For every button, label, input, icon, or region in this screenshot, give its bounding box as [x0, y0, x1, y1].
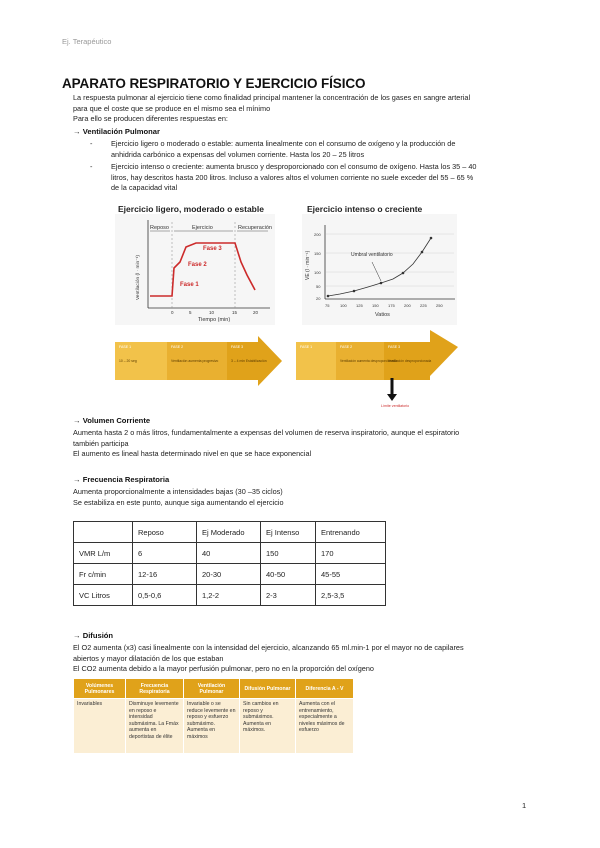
bullet-item: - Ejercicio ligero o moderado o estable: aumenta linealmente con el consumo de oxígeno y la producción de anhidrida carbónico a expensas del volumen corriente. Hasta los 20 – 25 litros — [111, 139, 551, 160]
ve-point — [402, 272, 405, 275]
table-cell: 20-30 — [197, 564, 261, 585]
difusion-text — [73, 643, 464, 675]
ve-point — [430, 237, 433, 240]
table-cell: 1,2-2 — [197, 585, 261, 606]
ytick: 200 — [314, 232, 321, 237]
table-cell: Sin cambios en reposo y submáximos. Aumenta en máximos. — [240, 699, 296, 754]
table-header-row — [74, 679, 354, 699]
right-panel-title: Ejercicio intenso o creciente — [307, 204, 423, 214]
arrow-text: 3 – 4 min Estabilización — [231, 359, 267, 363]
table-header-cell: Entrenando — [316, 522, 386, 543]
xtick: 150 — [372, 303, 379, 308]
table-cell: 0,5-0,6 — [133, 585, 197, 606]
table-header-cell: Ventilación Pulmonar — [184, 679, 240, 699]
ytick: 50 — [316, 284, 321, 289]
table-cell: Disminuye levemente en reposo e intensidad submáxima. La Fmáx aumenta en deportistas de élite — [126, 699, 184, 754]
label-recuperacion: Recuperación — [238, 225, 272, 231]
bullet-line: Ejercicio ligero o moderado o estable: aumenta linealmente con el consumo de oxígeno y la producción de — [111, 139, 456, 148]
intro-line: La respuesta pulmonar al ejercicio tiene como finalidad principal mantener la concentración de los gases en sangre arterial — [73, 93, 471, 102]
table-cell: 6 — [133, 543, 197, 564]
ve-point — [327, 295, 330, 298]
ytick: 100 — [314, 270, 321, 275]
label-fase2: Fase 2 — [188, 262, 207, 268]
xtick: 175 — [388, 303, 395, 308]
xtick: 20 — [253, 310, 259, 315]
xtick: 225 — [420, 303, 427, 308]
left-ylabel: Ventilación (l · min⁻¹) — [136, 255, 141, 300]
text-line: El O2 aumenta (x3) casi linealmente con la intensidad del ejercicio, alcanzando 65 ml.min-1 por el mayor no de capilares — [73, 643, 464, 652]
table-cell: VC Litros — [74, 585, 133, 606]
xtick: 100 — [340, 303, 347, 308]
xtick: 200 — [404, 303, 411, 308]
table-cell: Fr c/min — [74, 564, 133, 585]
section-heading-frecuencia: → Frecuencia Respiratoria — [73, 475, 170, 484]
text-line: abiertos y mayor dilatación de los que estaban — [73, 653, 224, 663]
section-heading-ventilacion: → Ventilación Pulmonar — [73, 127, 160, 136]
page-number: 1 — [522, 801, 527, 810]
intro-line: Para ello se producen diferentes respuestas en: — [73, 114, 228, 123]
table-cell: 12-16 — [133, 564, 197, 585]
table-row — [74, 543, 386, 564]
bullet-line: anhidrida carbónico a expensas del volumen corriente. Hasta los 20 – 25 litros — [111, 149, 365, 159]
ve-point — [380, 282, 383, 285]
arrow-text: Ventilación desproporcionada — [388, 359, 432, 363]
table-cell: Invariables — [74, 699, 126, 754]
bullet-line: litros, hay descritos hasta 200 litros. Incluso a valores altos el volumen corriente no suele exceder del 55 – 65 % — [111, 172, 474, 182]
table-cell: VMR L/m — [74, 543, 133, 564]
page-header: Ej. Terapéutico — [62, 37, 112, 46]
table-cell: 45-55 — [316, 564, 386, 585]
bullet-item: - Ejercicio intenso o creciente: aumenta brusco y desproporcionado con el consumo de oxígeno. Hasta los 35 – 40 litros, hay descritos hasta 200 litros. Incluso a valores altos el volumen corriente no suele exceder del 55 – 65 % de la capacidad vital — [111, 162, 551, 194]
table-cell: Aumenta con el entrenamiento, especialmente a niveles máximos de esfuerzo — [296, 699, 354, 754]
table-row — [74, 585, 386, 606]
text-line: El aumento es lineal hasta determinado nivel en que se hace exponencial — [73, 449, 312, 458]
arrow-text: 10 – 20 seg — [119, 359, 137, 363]
ytick: 20 — [316, 296, 321, 301]
label-ejercicio: Ejercicio — [192, 225, 213, 231]
text-line: Se estabiliza en este punto, aunque siga aumentando el ejercicio — [73, 497, 284, 507]
table-cell: Invariable o se reduce levemente en reposo y esfuerzo submáximo. Aumenta en máximos — [184, 699, 240, 754]
text-line: también participa — [73, 438, 129, 448]
table-cell: 40 — [197, 543, 261, 564]
arrow-label: FASE 3 — [388, 345, 401, 349]
intro-line: para que el coste que se produce en el mismo sea el mínimo — [73, 103, 271, 113]
volumen-text — [73, 428, 459, 460]
adaptations-table — [73, 678, 354, 754]
arrow-label: FASE 2 — [171, 345, 184, 349]
table-header-cell — [74, 522, 133, 543]
arrow-label: FASE 1 — [300, 345, 313, 349]
section-heading-difusion: → Difusión — [73, 631, 114, 640]
left-panel-title: Ejercicio ligero, moderado o estable — [118, 204, 264, 214]
table-cell: 2,5-3,5 — [316, 585, 386, 606]
page-title: APARATO RESPIRATORIO Y EJERCICIO FÍSICO — [62, 76, 366, 91]
table-header-cell: Ej Moderado — [197, 522, 261, 543]
arrow-label: FASE 3 — [231, 345, 244, 349]
label-fase3: Fase 3 — [203, 246, 222, 252]
drop-label: Límite ventilatorio — [381, 404, 410, 408]
xtick: 5 — [189, 310, 192, 315]
left-xlabel: Tiempo (min) — [198, 317, 231, 323]
table-cell: 2-3 — [261, 585, 316, 606]
table-cell: 40-50 — [261, 564, 316, 585]
table-row — [74, 699, 354, 754]
table-header-cell: Volúmenes Pulmonares — [74, 679, 126, 699]
xtick: 250 — [436, 303, 443, 308]
right-ylabel: VE (l · min⁻¹) — [305, 250, 311, 280]
xtick: 0 — [171, 310, 174, 315]
label-fase1: Fase 1 — [180, 282, 199, 288]
table-header-cell: Reposo — [133, 522, 197, 543]
table-row — [74, 564, 386, 585]
table-header-cell: Diferencia A - V — [296, 679, 354, 699]
ventilation-figure — [110, 200, 465, 410]
text-line: Aumenta hasta 2 o más litros, fundamentalmente a expensas del volumen de reserva inspiratorio, aunque el espiratorio — [73, 428, 460, 437]
right-xlabel: Vatios — [375, 312, 390, 318]
table-cell: 150 — [261, 543, 316, 564]
table-header-cell: Frecuencia Respiratoria — [126, 679, 184, 699]
bullet-line: Ejercicio intenso o creciente: aumenta brusco y desproporcionado con el consumo de oxígeno. Hasta los 35 – 40 — [111, 162, 477, 171]
table-header-row — [74, 522, 386, 543]
section-heading-volumen: → Volumen Corriente — [73, 416, 151, 425]
ventilation-table — [73, 521, 386, 606]
xtick: 75 — [325, 303, 330, 308]
arrow-label: FASE 2 — [340, 345, 353, 349]
frecuencia-text — [73, 487, 284, 508]
text-line: Aumenta proporcionalmente a intensidades bajas (30 –35 ciclos) — [73, 487, 283, 496]
table-cell: 170 — [316, 543, 386, 564]
arrow-label: FASE 1 — [119, 345, 132, 349]
text-line: El CO2 aumenta debido a la mayor perfusión pulmonar, pero no en la proporción del oxígeno — [73, 664, 374, 673]
xtick: 125 — [356, 303, 363, 308]
ytick: 150 — [314, 251, 321, 256]
arrow-text: Ventilación aumenta desproporcionada — [340, 359, 398, 363]
intro-text — [73, 93, 470, 125]
bullet-line: de la capacidad vital — [111, 183, 178, 192]
label-umbral: Umbral ventilatorio — [351, 252, 393, 258]
table-header-cell: Ej Intenso — [261, 522, 316, 543]
label-reposo: Reposo — [150, 225, 169, 231]
xtick: 10 — [209, 310, 215, 315]
table-header-cell: Difusión Pulmonar — [240, 679, 296, 699]
ve-point — [353, 290, 356, 293]
xtick: 15 — [232, 310, 238, 315]
ve-point — [421, 251, 424, 254]
arrow-text: Ventilación aumenta progresivo — [171, 359, 219, 363]
